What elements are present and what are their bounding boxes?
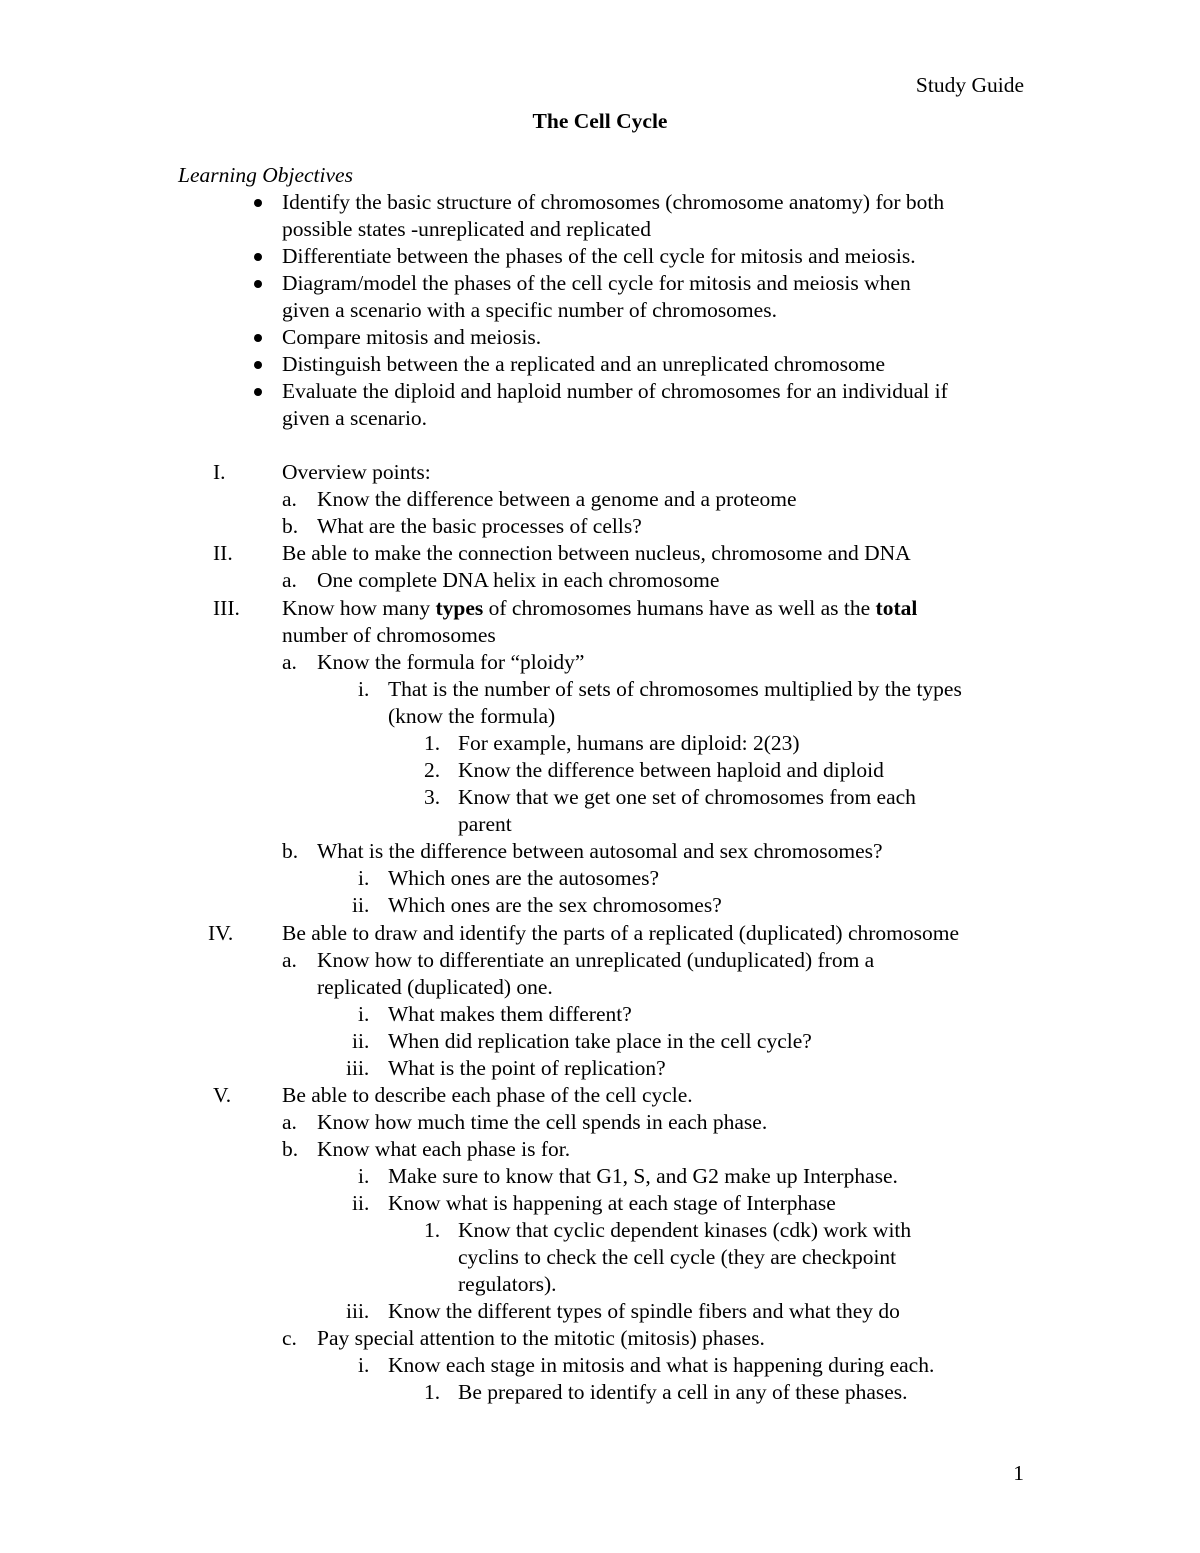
- outline-marker: i.: [358, 677, 370, 701]
- bullet-icon: [254, 280, 262, 288]
- document-title: The Cell Cycle: [532, 109, 668, 133]
- header-label: Study Guide: [915, 73, 1024, 97]
- bold-text: types: [435, 596, 484, 620]
- outline-marker: a.: [282, 948, 297, 972]
- objective-line: Differentiate between the phases of the cell cycle for mitosis and meiosis.: [282, 244, 916, 268]
- outline-text: Know the different types of spindle fibers and what they do: [388, 1299, 900, 1323]
- outline-text: What are the basic processes of cells?: [317, 514, 642, 538]
- outline-marker: i.: [358, 1002, 370, 1026]
- bullet-icon: [254, 361, 262, 369]
- outline-text: Be able to make the connection between nucleus, chromosome and DNA: [282, 541, 911, 565]
- outline-marker: 1.: [424, 731, 441, 755]
- outline-text: regulators).: [458, 1272, 557, 1296]
- outline-text: Make sure to know that G1, S, and G2 make up Interphase.: [388, 1164, 898, 1188]
- outline-marker: ii.: [352, 893, 370, 917]
- outline-text: What makes them different?: [388, 1002, 632, 1026]
- outline-text: Know what is happening at each stage of Interphase: [388, 1191, 836, 1215]
- outline-marker: a.: [282, 487, 297, 511]
- outline-marker: II.: [213, 541, 233, 565]
- objective-line: possible states -unreplicated and replicated: [282, 217, 651, 241]
- outline-text: Know how much time the cell spends in each phase.: [317, 1110, 768, 1134]
- outline-marker: i.: [358, 1164, 370, 1188]
- outline-text: Know what each phase is for.: [317, 1137, 571, 1161]
- outline-text: Be able to draw and identify the parts of a replicated (duplicated) chromosome: [282, 921, 959, 945]
- outline-marker: c.: [282, 1326, 297, 1350]
- bold-text: total: [875, 596, 918, 620]
- outline-text: Pay special attention to the mitotic (mitosis) phases.: [317, 1326, 765, 1350]
- outline-marker: 1.: [424, 1218, 441, 1242]
- outline-marker: V.: [213, 1083, 232, 1107]
- outline-marker: 1.: [424, 1380, 441, 1404]
- outline-text: Know that cyclic dependent kinases (cdk) work with: [458, 1218, 912, 1242]
- outline-text: Know the formula for “ploidy”: [317, 650, 585, 674]
- objective-line: given a scenario with a specific number of chromosomes.: [282, 298, 777, 322]
- outline-text: For example, humans are diploid: 2(23): [458, 731, 800, 755]
- page-number: 1: [1013, 1461, 1024, 1485]
- outline-marker: b.: [282, 839, 299, 863]
- outline-text: Be prepared to identify a cell in any of these phases.: [458, 1380, 908, 1404]
- outline-text: replicated (duplicated) one.: [317, 975, 553, 999]
- outline-text: When did replication take place in the cell cycle?: [388, 1029, 812, 1053]
- objective-line: Evaluate the diploid and haploid number of chromosomes for an individual if: [282, 379, 948, 403]
- objective-line: Identify the basic structure of chromosomes (chromosome anatomy) for both: [282, 190, 945, 214]
- bullet-icon: [254, 334, 262, 342]
- outline-text: One complete DNA helix in each chromosome: [317, 568, 720, 592]
- outline-marker: III.: [213, 596, 240, 620]
- outline-marker: 2.: [424, 758, 441, 782]
- objective-line: Diagram/model the phases of the cell cycle for mitosis and meiosis when: [282, 271, 911, 295]
- outline-marker: a.: [282, 568, 297, 592]
- outline-text: Know how many types of chromosomes humans have as well as the total: [282, 596, 918, 620]
- outline-marker: ii.: [352, 1191, 370, 1215]
- outline-text: What is the difference between autosomal and sex chromosomes?: [317, 839, 883, 863]
- outline-marker: b.: [282, 1137, 299, 1161]
- outline-text: number of chromosomes: [282, 623, 496, 647]
- objectives-heading: Learning Objectives: [178, 163, 353, 187]
- outline-marker: i.: [358, 1353, 370, 1377]
- outline-marker: 3.: [424, 785, 441, 809]
- objective-line: given a scenario.: [282, 406, 428, 430]
- outline-marker: iii.: [346, 1056, 370, 1080]
- outline-marker: iii.: [346, 1299, 370, 1323]
- outline-marker: a.: [282, 650, 297, 674]
- bullet-icon: [254, 253, 262, 261]
- outline-text: parent: [458, 812, 512, 836]
- outline-marker: a.: [282, 1110, 297, 1134]
- outline-text: Overview points:: [282, 460, 431, 484]
- outline-text: Which ones are the autosomes?: [388, 866, 660, 890]
- outline-text: What is the point of replication?: [388, 1056, 666, 1080]
- objective-line: Compare mitosis and meiosis.: [282, 325, 542, 349]
- outline-text: Know how to differentiate an unreplicated (unduplicated) from a: [317, 948, 875, 972]
- outline-text: Know that we get one set of chromosomes from each: [458, 785, 916, 809]
- outline-text: cyclins to check the cell cycle (they are checkpoint: [458, 1245, 897, 1269]
- outline-text: That is the number of sets of chromosomes multiplied by the types: [388, 677, 962, 701]
- outline-text: Be able to describe each phase of the cell cycle.: [282, 1083, 693, 1107]
- outline-marker: ii.: [352, 1029, 370, 1053]
- objective-line: Distinguish between the a replicated and an unreplicated chromosome: [282, 352, 885, 376]
- outline-marker: I.: [213, 460, 226, 484]
- bullet-icon: [254, 199, 262, 207]
- outline-text: Which ones are the sex chromosomes?: [388, 893, 722, 917]
- outline-marker: IV.: [208, 921, 234, 945]
- outline-marker: b.: [282, 514, 299, 538]
- outline-text: Know the difference between a genome and a proteome: [317, 487, 797, 511]
- bullet-icon: [254, 388, 262, 396]
- outline-text: (know the formula): [388, 704, 556, 728]
- outline-marker: i.: [358, 866, 370, 890]
- outline-text: Know the difference between haploid and diploid: [458, 758, 884, 782]
- outline-text: Know each stage in mitosis and what is happening during each.: [388, 1353, 935, 1377]
